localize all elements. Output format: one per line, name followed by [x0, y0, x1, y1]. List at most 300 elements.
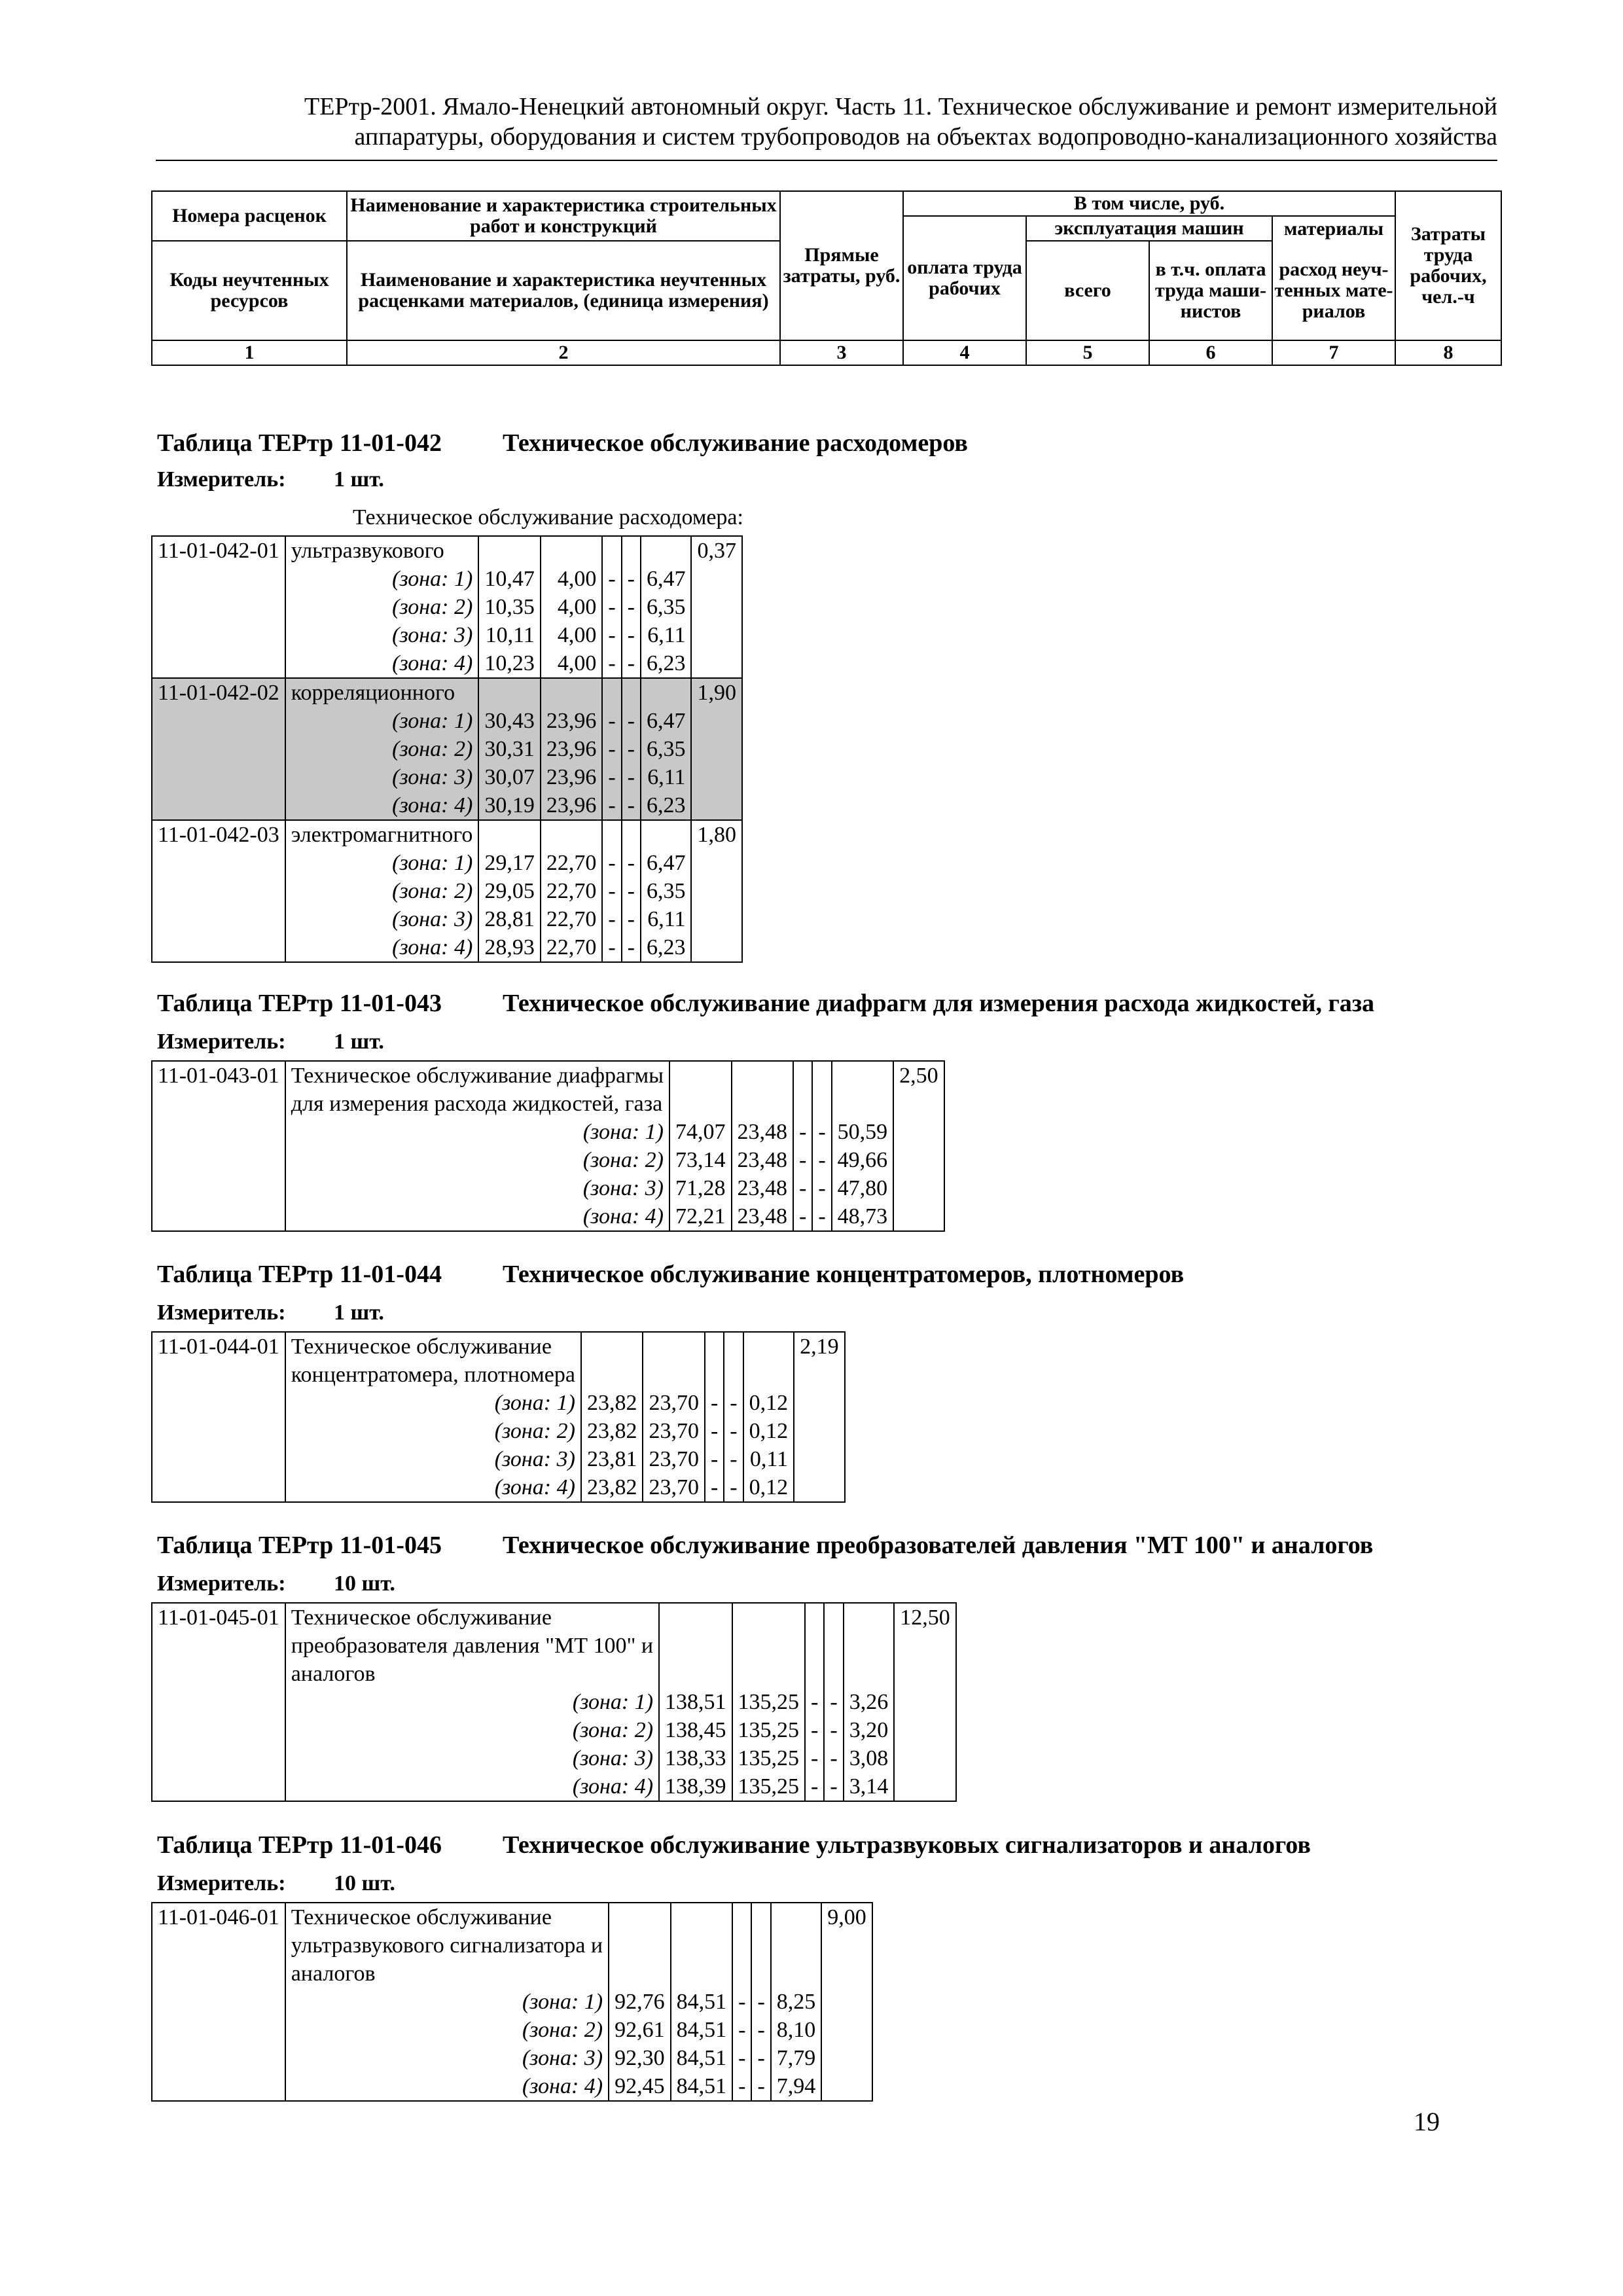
empty-cell [659, 1660, 732, 1688]
direct-cost-cell: 30,19 [478, 791, 541, 820]
col1-bottom-header: Коды неучтенных ресурсов [152, 241, 347, 340]
table-row [152, 1716, 956, 1744]
rate-code-cell [152, 2044, 285, 2072]
labor-cost-cell [691, 877, 742, 905]
rate-code-cell [152, 933, 285, 962]
labor-cost-cell [691, 649, 742, 678]
direct-cost-cell: 92,30 [609, 2044, 671, 2072]
materials-cell: 6,11 [641, 763, 692, 791]
rate-code-cell [152, 1632, 285, 1660]
zone-label-cell: (зона: 1) [285, 1389, 581, 1417]
direct-cost-cell: 138,33 [659, 1744, 732, 1772]
table-name: Техническое обслуживание концентратомеров, плотномеров [503, 1261, 1185, 1288]
machinist-pay-cell: - [622, 877, 641, 905]
empty-cell [669, 1090, 732, 1118]
empty-cell [602, 678, 621, 707]
rate-code-cell [152, 763, 285, 791]
rate-code-cell [152, 735, 285, 763]
col-number: 1 [152, 340, 347, 365]
measure-line [157, 1030, 384, 1054]
col7-header: расход неуч-тенных мате-риалов [1272, 241, 1395, 340]
rates-table [151, 1060, 945, 1232]
empty-cell [643, 1361, 705, 1389]
col2-top-header: Наименование и характеристика строительных работ и конструкций [347, 191, 780, 241]
labor-cost-cell [691, 849, 742, 877]
rate-code-cell [152, 1118, 285, 1146]
table-number: Таблица ТЕРтр 11-01-044 [157, 1261, 442, 1288]
labor-cost-cell: 2,19 [794, 1332, 845, 1361]
zone-label-cell: (зона: 2) [285, 593, 479, 621]
rate-code-cell [152, 877, 285, 905]
table-row [152, 933, 742, 962]
direct-cost-cell: 138,39 [659, 1772, 732, 1801]
work-name-cell: преобразователя давления "МТ 100" и [285, 1632, 659, 1660]
empty-cell [771, 1960, 822, 1988]
zone-label-cell: (зона: 2) [285, 1716, 659, 1744]
table-row [152, 791, 742, 820]
table-title [157, 1260, 1185, 1289]
empty-cell [478, 536, 541, 565]
direct-cost-cell: 71,28 [669, 1174, 732, 1202]
machines-total-cell: - [793, 1174, 812, 1202]
rate-code-cell [152, 849, 285, 877]
zone-label-cell: (зона: 4) [285, 649, 479, 678]
table-row [152, 2044, 872, 2072]
measure-line [157, 467, 384, 492]
zone-label-cell: (зона: 2) [285, 2016, 609, 2044]
labor-pay-cell: 84,51 [671, 2072, 733, 2101]
empty-cell [602, 820, 621, 849]
table-row [152, 1332, 845, 1361]
rates-table [151, 535, 743, 963]
labor-cost-cell [894, 1688, 956, 1716]
empty-cell [751, 1903, 770, 1931]
table-name: Техническое обслуживание преобразователей давления "МТ 100" и аналогов [503, 1532, 1374, 1559]
table-row [152, 1445, 845, 1473]
measure-unit: 10 шт. [334, 1871, 395, 1895]
materials-cell: 6,23 [641, 791, 692, 820]
table-name: Техническое обслуживание ультразвуковых сигнализаторов и аналогов [503, 1831, 1311, 1859]
work-name-cell: аналогов [285, 1660, 659, 1688]
materials-cell: 6,47 [641, 707, 692, 735]
materials-cell: 8,10 [771, 2016, 822, 2044]
machinist-pay-cell: - [622, 593, 641, 621]
rate-code-cell: 11-01-044-01 [152, 1332, 285, 1361]
materials-cell: 48,73 [832, 1202, 894, 1231]
empty-cell [581, 1361, 643, 1389]
machinist-pay-cell: - [622, 735, 641, 763]
table-row [152, 877, 742, 905]
machines-total-cell: - [602, 905, 621, 933]
machinist-pay-cell: - [824, 1688, 843, 1716]
direct-cost-cell: 28,93 [478, 933, 541, 962]
labor-pay-cell: 22,70 [541, 933, 603, 962]
table-name: Техническое обслуживание диафрагм для измерения расхода жидкостей, газа [503, 990, 1375, 1017]
materials-cell: 3,20 [844, 1716, 895, 1744]
labor-cost-cell [821, 1988, 872, 2016]
labor-cost-cell [794, 1361, 845, 1389]
table-row [152, 2072, 872, 2101]
direct-cost-cell: 10,23 [478, 649, 541, 678]
labor-cost-cell [691, 735, 742, 763]
direct-cost-cell: 30,43 [478, 707, 541, 735]
empty-cell [771, 1903, 822, 1931]
zone-label-cell: (зона: 3) [285, 1744, 659, 1772]
empty-cell [732, 1660, 806, 1688]
empty-cell [812, 1061, 831, 1090]
empty-cell [812, 1090, 831, 1118]
col-number: 2 [347, 340, 780, 365]
zone-label-cell: (зона: 1) [285, 1118, 669, 1146]
measure-unit: 1 шт. [334, 467, 384, 492]
table-row [152, 1146, 944, 1174]
empty-cell [732, 1603, 806, 1632]
zone-label-cell: (зона: 1) [285, 1988, 609, 2016]
rate-code-cell: 11-01-046-01 [152, 1903, 285, 1931]
machines-total-cell: - [732, 2072, 751, 2101]
zone-label-cell: (зона: 3) [285, 621, 479, 649]
col5-header: всего [1026, 241, 1149, 340]
materials-cell: 0,12 [743, 1417, 794, 1445]
labor-cost-cell: 9,00 [821, 1903, 872, 1931]
empty-cell [541, 820, 603, 849]
zone-label-cell: (зона: 1) [285, 707, 479, 735]
labor-cost-cell [691, 621, 742, 649]
materials-cell: 47,80 [832, 1174, 894, 1202]
col2-bottom-header: Наименование и характеристика неучтенных расценками материалов, (единица измерения) [347, 241, 780, 340]
table-row [152, 1688, 956, 1716]
work-name-cell: концентратомера, плотномера [285, 1361, 581, 1389]
rate-code-cell [152, 649, 285, 678]
table-row [152, 1473, 845, 1502]
empty-cell [732, 1960, 751, 1988]
rate-code-cell [152, 1445, 285, 1473]
labor-cost-cell [821, 2072, 872, 2101]
machinist-pay-cell: - [824, 1716, 843, 1744]
rates-table [151, 1902, 873, 2102]
machinist-pay-cell: - [824, 1772, 843, 1801]
empty-cell [743, 1332, 794, 1361]
work-name-cell: корреляционного [285, 678, 479, 707]
direct-cost-cell: 92,45 [609, 2072, 671, 2101]
labor-pay-cell: 4,00 [541, 565, 603, 593]
materials-cell: 0,12 [743, 1389, 794, 1417]
labor-cost-cell [691, 763, 742, 791]
labor-pay-cell: 135,25 [732, 1688, 806, 1716]
materials-cell: 0,11 [743, 1445, 794, 1473]
empty-cell [824, 1660, 843, 1688]
labor-cost-cell [894, 1772, 956, 1801]
measure-line [157, 1871, 395, 1896]
work-name-cell: аналогов [285, 1960, 609, 1988]
machinist-pay-cell: - [724, 1445, 743, 1473]
machinist-pay-cell: - [812, 1174, 831, 1202]
zone-label-cell: (зона: 2) [285, 877, 479, 905]
machinist-pay-cell: - [812, 1118, 831, 1146]
table-title [157, 989, 1375, 1018]
rate-code-cell [152, 905, 285, 933]
rate-code-cell [152, 1688, 285, 1716]
rate-code-cell [152, 565, 285, 593]
rate-code-cell [152, 1772, 285, 1801]
zone-label-cell: (зона: 4) [285, 2072, 609, 2101]
labor-pay-cell: 22,70 [541, 849, 603, 877]
labor-pay-cell: 23,70 [643, 1417, 705, 1445]
table-number: Таблица ТЕРтр 11-01-046 [157, 1831, 442, 1859]
work-name-cell: Техническое обслуживание диафрагмы [285, 1061, 669, 1090]
machines-total-cell: - [732, 2044, 751, 2072]
labor-pay-cell: 84,51 [671, 1988, 733, 2016]
labor-cost-cell [894, 1660, 956, 1688]
empty-cell [724, 1361, 743, 1389]
table-row [152, 536, 742, 565]
labor-cost-cell [821, 1960, 872, 1988]
empty-cell [793, 1090, 812, 1118]
zone-label-cell: (зона: 3) [285, 905, 479, 933]
machines-total-cell: - [602, 593, 621, 621]
rate-code-cell [152, 1960, 285, 1988]
labor-cost-cell: 2,50 [893, 1061, 944, 1090]
empty-cell [671, 1960, 733, 1988]
empty-cell [622, 678, 641, 707]
col-number: 5 [1026, 340, 1149, 365]
direct-cost-cell: 10,35 [478, 593, 541, 621]
empty-cell [641, 678, 692, 707]
running-header-line-2: аппаратуры, оборудования и систем трубопроводов на объектах водопроводно-канализационного хозяйства [354, 123, 1497, 151]
empty-cell [541, 678, 603, 707]
zone-label-cell: (зона: 2) [285, 1146, 669, 1174]
materials-cell: 6,11 [641, 621, 692, 649]
materials-cell: 6,35 [641, 593, 692, 621]
machines-total-cell: - [732, 2016, 751, 2044]
rates-table [151, 1331, 846, 1503]
labor-pay-cell: 135,25 [732, 1716, 806, 1744]
labor-cost-cell [794, 1389, 845, 1417]
empty-cell [641, 820, 692, 849]
work-name-cell: электромагнитного [285, 820, 479, 849]
direct-cost-cell: 138,51 [659, 1688, 732, 1716]
labor-cost-cell [893, 1174, 944, 1202]
work-name-cell: Техническое обслуживание [285, 1332, 581, 1361]
materials-cell: 8,25 [771, 1988, 822, 2016]
machinist-pay-cell: - [622, 707, 641, 735]
table-row [152, 763, 742, 791]
rate-code-cell [152, 1389, 285, 1417]
direct-cost-cell: 29,17 [478, 849, 541, 877]
empty-cell [609, 1903, 671, 1931]
col-number: 3 [780, 340, 903, 365]
zone-label-cell: (зона: 2) [285, 735, 479, 763]
machines-total-cell: - [602, 621, 621, 649]
labor-cost-cell [691, 565, 742, 593]
empty-cell [602, 536, 621, 565]
empty-cell [844, 1660, 895, 1688]
rate-code-cell [152, 1473, 285, 1502]
direct-cost-cell: 23,82 [581, 1389, 643, 1417]
machinist-pay-cell: - [812, 1202, 831, 1231]
machinist-pay-cell: - [622, 565, 641, 593]
table-number: Таблица ТЕРтр 11-01-043 [157, 990, 442, 1017]
labor-cost-cell: 1,80 [691, 820, 742, 849]
zone-label-cell: (зона: 4) [285, 1772, 659, 1801]
rate-code-cell: 11-01-045-01 [152, 1603, 285, 1632]
machines-total-cell: - [602, 735, 621, 763]
materials-cell: 3,26 [844, 1688, 895, 1716]
direct-cost-cell: 28,81 [478, 905, 541, 933]
empty-cell [832, 1090, 894, 1118]
direct-cost-cell: 72,21 [669, 1202, 732, 1231]
empty-cell [643, 1332, 705, 1361]
col1-top-header: Номера расценок [152, 191, 347, 241]
machinist-pay-cell: - [622, 849, 641, 877]
labor-cost-cell [894, 1716, 956, 1744]
machines-total-cell: - [602, 791, 621, 820]
zone-label-cell: (зона: 4) [285, 1473, 581, 1502]
machines-total-cell: - [793, 1118, 812, 1146]
empty-cell [793, 1061, 812, 1090]
empty-cell [478, 678, 541, 707]
empty-cell [724, 1332, 743, 1361]
labor-pay-cell: 23,96 [541, 735, 603, 763]
empty-cell [805, 1632, 824, 1660]
empty-cell [641, 536, 692, 565]
labor-cost-cell [794, 1417, 845, 1445]
zone-label-cell: (зона: 1) [285, 1688, 659, 1716]
zone-label-cell: (зона: 4) [285, 791, 479, 820]
rate-code-cell [152, 1417, 285, 1445]
labor-cost-cell [893, 1146, 944, 1174]
zone-label-cell: (зона: 3) [285, 1174, 669, 1202]
table-title [157, 429, 968, 457]
zone-label-cell: (зона: 3) [285, 1445, 581, 1473]
machines-total-cell: - [805, 1716, 824, 1744]
machines-total-cell: - [705, 1389, 724, 1417]
empty-cell [659, 1632, 732, 1660]
labor-cost-cell [821, 2016, 872, 2044]
empty-cell [609, 1931, 671, 1960]
machinist-pay-cell: - [724, 1473, 743, 1502]
rate-code-cell [152, 2072, 285, 2101]
rate-code-cell [152, 1716, 285, 1744]
measure-label: Измеритель: [157, 1030, 286, 1054]
materials-cell: 7,94 [771, 2072, 822, 2101]
machines-total-cell: - [805, 1772, 824, 1801]
direct-cost-cell: 30,31 [478, 735, 541, 763]
labor-pay-cell: 4,00 [541, 593, 603, 621]
direct-cost-cell: 92,76 [609, 1988, 671, 2016]
labor-pay-cell: 135,25 [732, 1772, 806, 1801]
table-title [157, 1531, 1374, 1560]
machinist-pay-cell: - [751, 2072, 770, 2101]
direct-cost-cell: 23,81 [581, 1445, 643, 1473]
machines-total-cell: - [602, 933, 621, 962]
labor-cost-cell [821, 1931, 872, 1960]
materials-cell: 7,79 [771, 2044, 822, 2072]
machines-total-cell: - [793, 1146, 812, 1174]
materials-cell: 6,23 [641, 649, 692, 678]
zone-label-cell: (зона: 4) [285, 933, 479, 962]
materials-cell: 0,12 [743, 1473, 794, 1502]
measure-line [157, 1571, 395, 1596]
machines-header: эксплуатация машин [1026, 216, 1272, 241]
empty-cell [824, 1632, 843, 1660]
materials-cell: 49,66 [832, 1146, 894, 1174]
labor-pay-cell: 22,70 [541, 905, 603, 933]
table-row [152, 1061, 944, 1090]
table-number: Таблица ТЕРтр 11-01-045 [157, 1532, 442, 1559]
subheading: Техническое обслуживание расходомера: [353, 505, 743, 529]
table-row [152, 678, 742, 707]
table-row [152, 593, 742, 621]
rate-code-cell [152, 1361, 285, 1389]
col4-header: оплата труда рабочих [903, 216, 1026, 340]
machinist-pay-cell: - [724, 1389, 743, 1417]
table-row [152, 849, 742, 877]
rate-code-cell: 11-01-043-01 [152, 1061, 285, 1090]
rates-table [151, 1602, 957, 1802]
direct-cost-cell: 73,14 [669, 1146, 732, 1174]
labor-pay-cell: 23,96 [541, 791, 603, 820]
table-title [157, 1831, 1311, 1859]
empty-cell [844, 1603, 895, 1632]
labor-cost-cell [691, 933, 742, 962]
machinist-pay-cell: - [622, 763, 641, 791]
labor-cost-cell [894, 1632, 956, 1660]
work-name-cell: ультразвукового сигнализатора и [285, 1931, 609, 1960]
empty-cell [732, 1931, 751, 1960]
empty-cell [671, 1903, 733, 1931]
machinist-pay-cell: - [622, 905, 641, 933]
col-number: 7 [1272, 340, 1395, 365]
labor-cost-cell: 0,37 [691, 536, 742, 565]
labor-cost-cell [691, 593, 742, 621]
group-header: В том числе, руб. [903, 191, 1395, 216]
work-name-cell: Техническое обслуживание [285, 1603, 659, 1632]
machinist-pay-cell: - [622, 933, 641, 962]
rate-code-cell [152, 1174, 285, 1202]
work-name-cell: для измерения расхода жидкостей, газа [285, 1090, 669, 1118]
machines-total-cell: - [705, 1417, 724, 1445]
empty-cell [541, 536, 603, 565]
empty-cell [824, 1603, 843, 1632]
labor-cost-cell [893, 1090, 944, 1118]
machinist-pay-cell: - [622, 791, 641, 820]
labor-pay-cell: 84,51 [671, 2016, 733, 2044]
table-row [152, 2016, 872, 2044]
zone-label-cell: (зона: 2) [285, 1417, 581, 1445]
machinist-pay-cell: - [751, 2016, 770, 2044]
rate-code-cell [152, 621, 285, 649]
machines-total-cell: - [705, 1473, 724, 1502]
empty-cell [659, 1603, 732, 1632]
machines-total-cell: - [602, 649, 621, 678]
table-row [152, 1417, 845, 1445]
labor-pay-cell: 23,96 [541, 707, 603, 735]
labor-pay-cell: 23,48 [732, 1202, 794, 1231]
labor-cost-cell [794, 1445, 845, 1473]
table-row [152, 707, 742, 735]
empty-cell [478, 820, 541, 849]
rate-code-cell: 11-01-042-03 [152, 820, 285, 849]
rate-code-cell: 11-01-042-02 [152, 678, 285, 707]
empty-cell [671, 1931, 733, 1960]
work-name-cell: ультразвукового [285, 536, 479, 565]
measure-unit: 1 шт. [334, 1300, 384, 1325]
materials-cell: 6,47 [641, 849, 692, 877]
zone-label-cell: (зона: 3) [285, 2044, 609, 2072]
table-row [152, 1772, 956, 1801]
machinist-pay-cell: - [751, 1988, 770, 2016]
